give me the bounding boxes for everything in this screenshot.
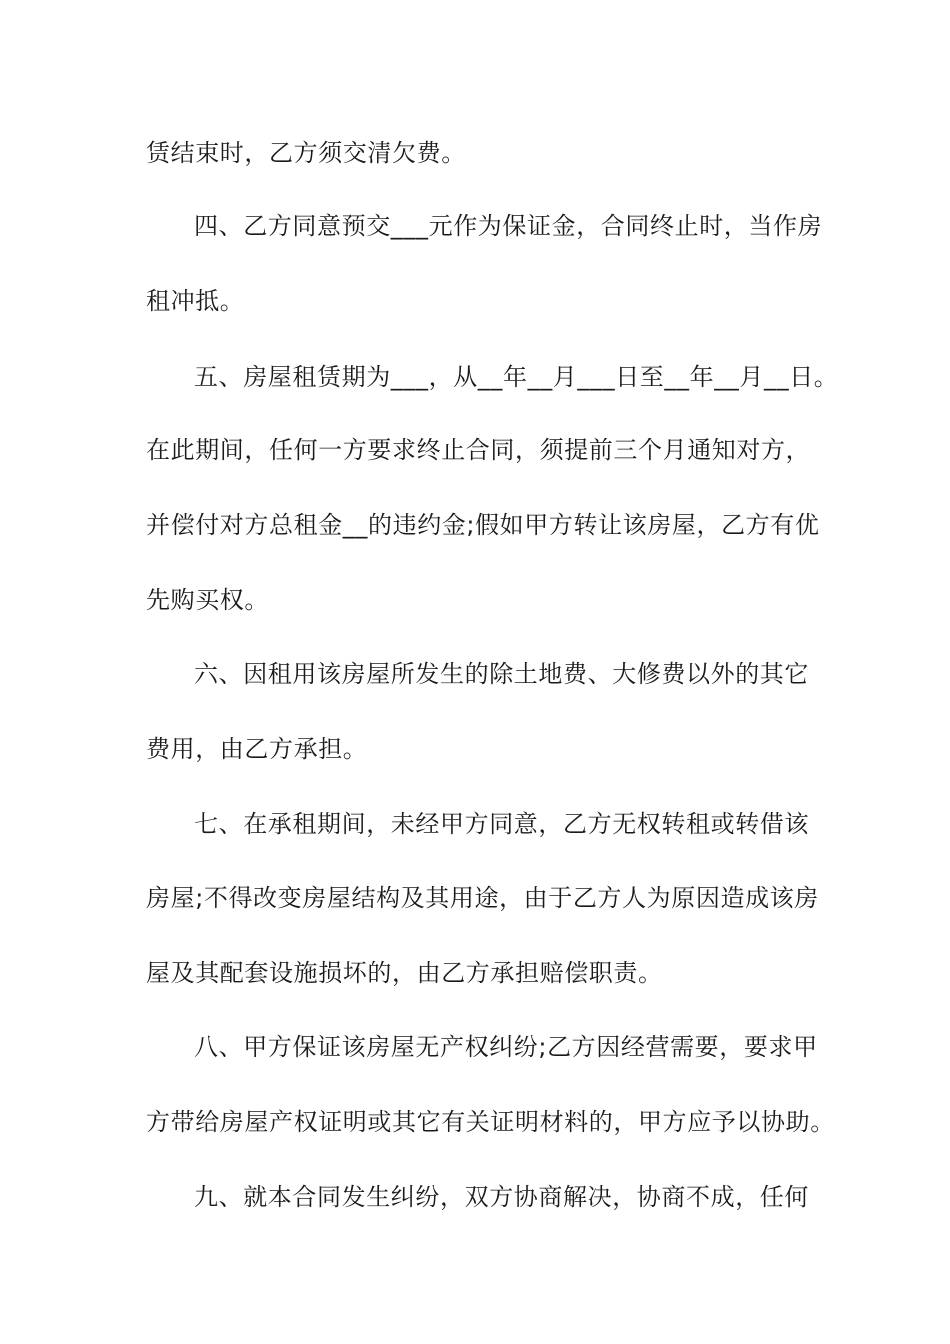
clause-four-line: 四、乙方同意预交___元作为保证金，合同终止时，当作房 [194, 212, 823, 240]
text-line: 赁结束时，乙方须交清欠费。 [146, 139, 466, 167]
text-line: 屋及其配套设施损坏的，由乙方承担赔偿职责。 [146, 959, 663, 987]
text-line: 在此期间，任何一方要求终止合同，须提前三个月通知对方， [146, 436, 811, 464]
clause-nine-line: 九、就本合同发生纠纷，双方协商解决，协商不成，任何 [194, 1183, 809, 1211]
clause-six-line: 六、因租用该房屋所发生的除土地费、大修费以外的其它 [194, 660, 809, 688]
text-line: 租冲抵。 [146, 287, 245, 315]
clause-eight-line: 八、甲方保证该房屋无产权纠纷;乙方因经营需要，要求甲 [194, 1033, 818, 1061]
text-line: 并偿付对方总租金__的违约金;假如甲方转让该房屋，乙方有优 [146, 511, 820, 539]
text-line: 房屋;不得改变房屋结构及其用途，由于乙方人为原因造成该房 [146, 884, 819, 912]
text-line: 费用，由乙方承担。 [146, 735, 368, 763]
clause-five-line: 五、房屋租赁期为___，从__年__月___日至__年__月__日。 [194, 363, 839, 391]
text-line: 方带给房屋产权证明或其它有关证明材料的，甲方应予以协助。 [146, 1108, 835, 1136]
clause-seven-line: 七、在承租期间，未经甲方同意，乙方无权转租或转借该 [194, 810, 809, 838]
text-line: 先购买权。 [146, 586, 269, 614]
